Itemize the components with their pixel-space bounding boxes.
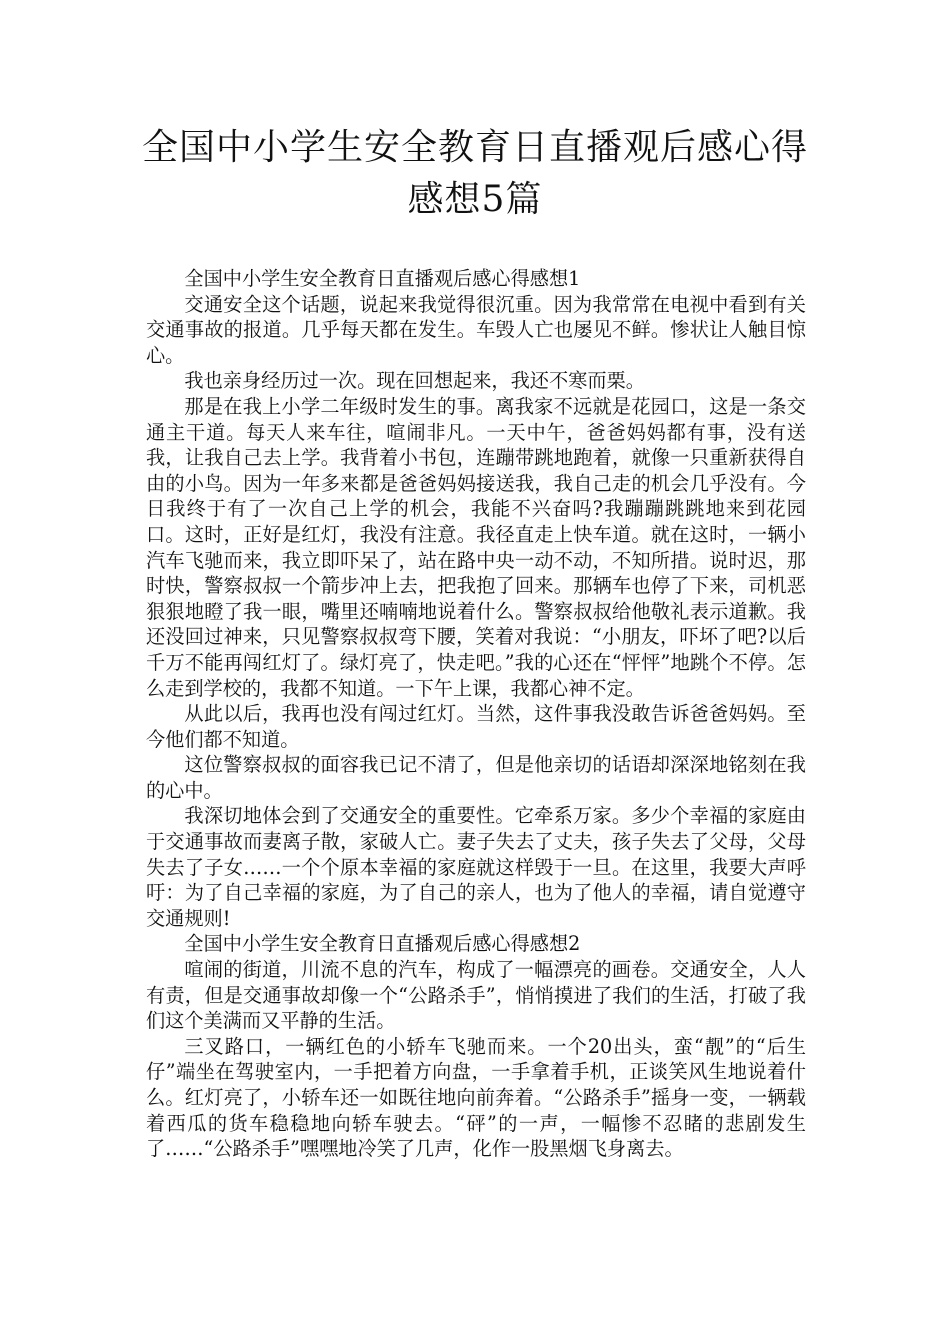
- paragraph: 从此以后，我再也没有闯过红灯。当然，这件事我没敢告诉爸爸妈妈。至今他们都不知道。: [146, 702, 806, 751]
- section-heading-2: 全国中小学生安全教育日直播观后感心得感想2: [184, 932, 581, 956]
- paragraph: 那是在我上小学二年级时发生的事。离我家不远就是花园口，这是一条交通主干道。每天人来车往，喧闹非凡。一天中午，爸爸妈妈都有事，没有送我，让我自己去上学。我背着小书包，连蹦带跳地跑着，就像一只重新获得自由的小鸟。因为一年多来都是爸爸妈妈接送我，我自己走的机会几乎没有。今日我终于有了一次自己上学的机会，我能不兴奋吗?我蹦蹦跳跳地来到花园口。这时，正好是红灯，我没有注意。我径直走上快车道。就在这时，一辆小汽车飞驰而来，我立即吓呆了，站在路中央一动不动，不知所措。说时迟，那时快，警察叔叔一个箭步冲上去，把我抱了回来。那辆车也停了下来，司机恶狠狠地瞪了我一眼，嘴里还喃喃地说着什么。警察叔叔给他敬礼表示道歉。我还没回过神来，只见警察叔叔弯下腰，笑着对我说：“小朋友，吓坏了吧?以后千万不能再闯红灯了。绿灯亮了，快走吧。”我的心还在“怦怦”地跳个不停。怎么走到学校的，我都不知道。一下午上课，我都心神不定。: [146, 394, 806, 700]
- title-line-2: 感想5篇: [407, 179, 543, 220]
- title-line-1: 全国中小学生安全教育日直播观后感心得: [141, 127, 808, 168]
- section-heading-1: 全国中小学生安全教育日直播观后感心得感想1: [184, 267, 581, 290]
- document-body: [146, 266, 806, 1162]
- paragraph: 交通安全这个话题，说起来我觉得很沉重。因为我常常在电视中看到有关交通事故的报道。几乎每天都在发生。车毁人亡也屡见不鲜。惨状让人触目惊心。: [146, 292, 806, 367]
- paragraph: 我也亲身经历过一次。现在回想起来，我还不寒而栗。: [184, 369, 645, 393]
- document-title: [120, 122, 830, 226]
- paragraph: 三叉路口，一辆红色的小轿车飞驰而来。一个20出头，蛮“靓”的“后生仔”端坐在驾驶室内，一手把着方向盘，一手拿着手机，正谈笑风生地说着什么。红灯亮了，小轿车还一如既往地向前奔着。“公路杀手”摇身一变，一辆载着西瓜的货车稳稳地向轿车驶去。“砰”的一声，一幅惨不忍睹的悲剧发生了……“公路杀手”嘿嘿地冷笑了几声，化作一股黑烟飞身离去。: [146, 1034, 806, 1161]
- paragraph: 我深切地体会到了交通安全的重要性。它牵系万家。多少个幸福的家庭由于交通事故而妻离子散，家破人亡。妻子失去了丈夫，孩子失去了父母，父母失去了子女……一个个原本幸福的家庭就这样毁于一旦。在这里，我要大声呼吁：为了自己幸福的家庭，为了自己的亲人，也为了他人的幸福，请自觉遵守交通规则!: [146, 804, 806, 930]
- paragraph: 这位警察叔叔的面容我已记不清了，但是他亲切的话语却深深地铭刻在我的心中。: [146, 753, 806, 802]
- paragraph: 喧闹的街道，川流不息的汽车，构成了一幅漂亮的画卷。交通安全，人人有责，但是交通事故却像一个“公路杀手”，悄悄摸进了我们的生活，打破了我们这个美满而又平静的生活。: [146, 958, 806, 1033]
